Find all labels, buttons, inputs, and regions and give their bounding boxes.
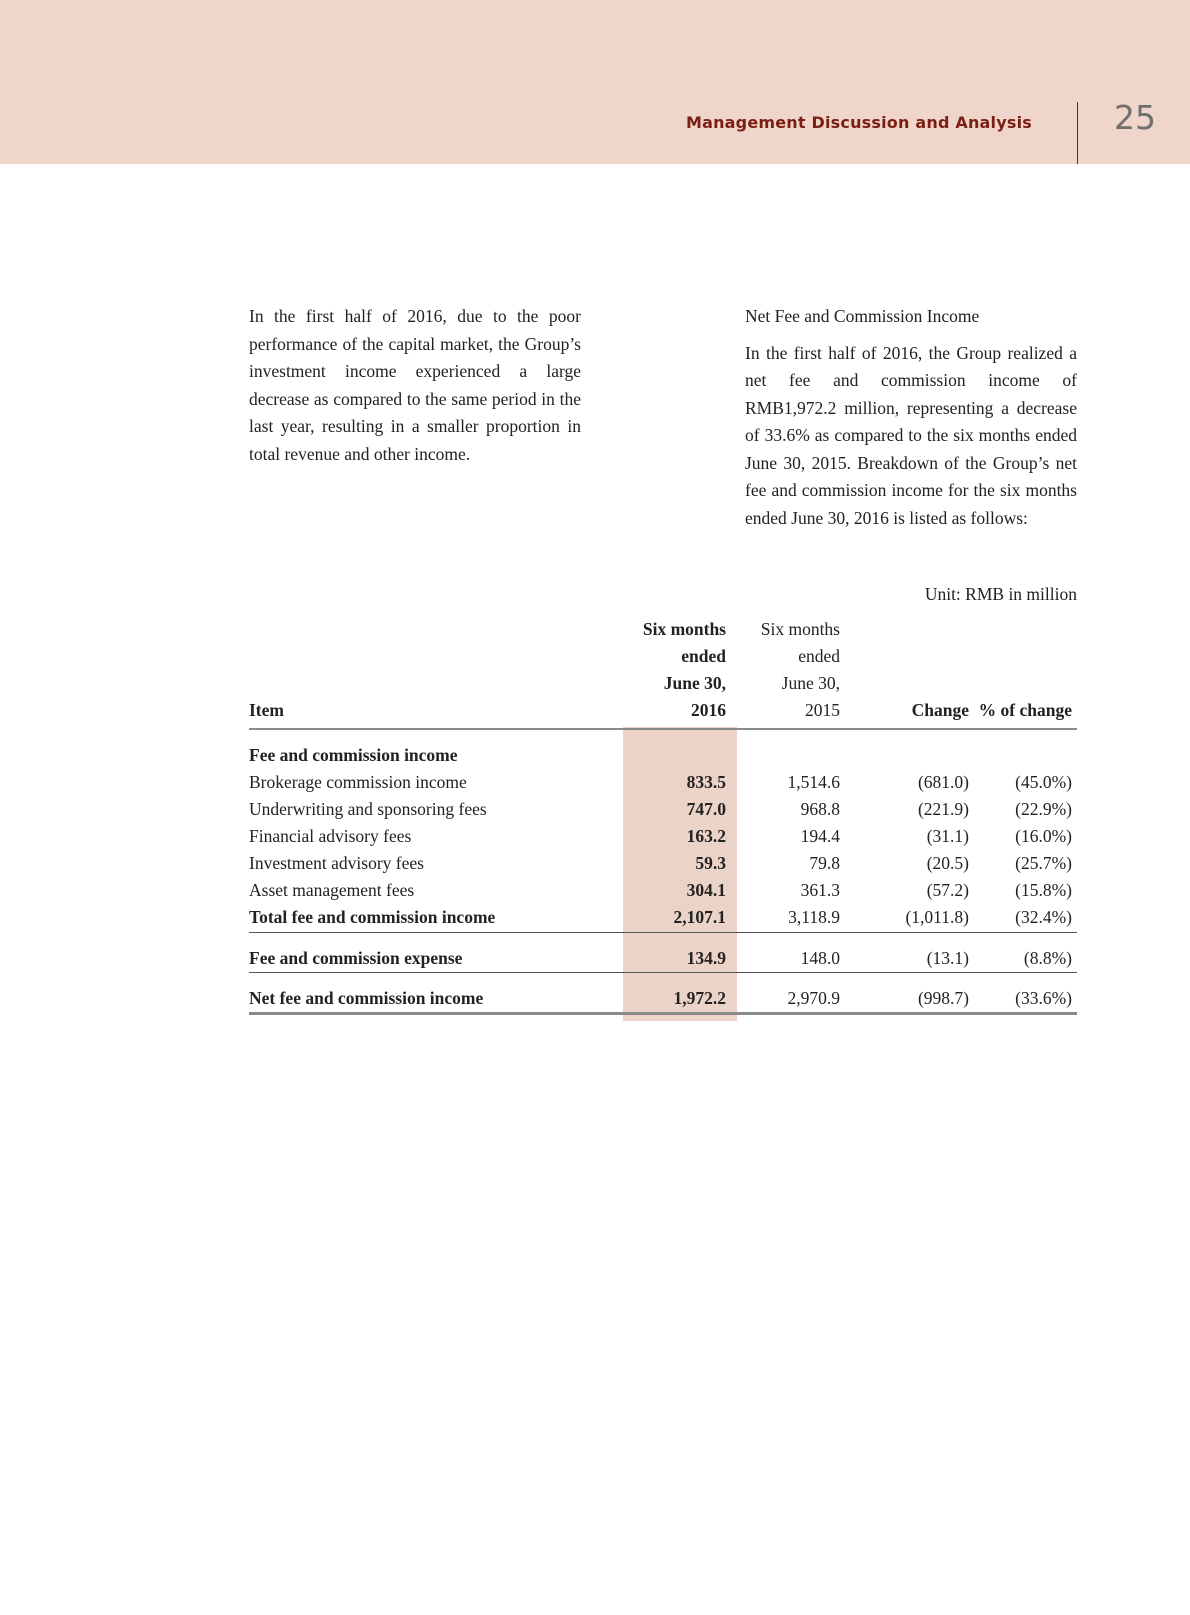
cell-2015: 1,514.6 — [787, 772, 840, 792]
cell-item: Brokerage commission income — [249, 772, 467, 792]
header-2015-line: June 30, — [781, 673, 840, 693]
section-row — [249, 742, 1077, 769]
cell-item: Investment advisory fees — [249, 853, 424, 873]
cell-change: (1,011.8) — [851, 904, 969, 933]
header-2015-line: Six months — [760, 619, 840, 639]
expense-row — [249, 945, 1077, 973]
cell-2015: 3,118.9 — [737, 904, 851, 933]
cell-change: (31.1) — [926, 826, 969, 846]
cell-pct: (33.6%) — [969, 985, 1077, 1014]
cell-2016: 304.1 — [686, 880, 726, 900]
cell-2016: 2,107.1 — [623, 904, 737, 933]
header-change: Change — [851, 616, 969, 729]
cell-change: (20.5) — [926, 853, 969, 873]
cell-change: (681.0) — [917, 772, 969, 792]
section-title: Fee and commission income — [249, 745, 458, 765]
cell-2016: 833.5 — [686, 772, 726, 792]
cell-item: Total fee and commission income — [249, 904, 623, 933]
table-row — [249, 877, 1077, 904]
right-column — [745, 303, 1077, 532]
cell-2015: 148.0 — [737, 945, 851, 973]
cell-item: Net fee and commission income — [249, 985, 623, 1014]
header-item: Item — [249, 616, 623, 729]
spacer-row — [249, 933, 1077, 946]
page-number: 25 — [1114, 98, 1156, 137]
table-row — [249, 796, 1077, 823]
unit-label: Unit: RMB in million — [924, 584, 1077, 604]
net-row — [249, 985, 1077, 1014]
cell-2015: 2,970.9 — [737, 985, 851, 1014]
header-band — [0, 0, 1190, 164]
header-2016-line: Six months — [642, 619, 726, 639]
header-divider — [1077, 102, 1078, 164]
cell-item: Financial advisory fees — [249, 826, 412, 846]
header-2015 — [737, 616, 851, 729]
cell-pct: (16.0%) — [1015, 826, 1072, 846]
cell-pct: (15.8%) — [1015, 880, 1072, 900]
cell-change: (57.2) — [926, 880, 969, 900]
left-paragraph: In the first half of 2016, due to the poor performance of the capital market, the Group’s investment income experienced a large decrease as compared to the same period in the last year, resulting in a smaller proportion in total revenue and other income. — [249, 306, 581, 464]
header-pct: % of change — [969, 616, 1077, 729]
running-title: Management Discussion and Analysis — [685, 113, 1032, 132]
cell-pct: (45.0%) — [1015, 772, 1072, 792]
cell-item: Fee and commission expense — [249, 945, 623, 973]
spacer-row — [249, 729, 1077, 742]
cell-2016: 163.2 — [686, 826, 726, 846]
cell-2015: 361.3 — [800, 880, 840, 900]
header-2015-line: 2015 — [805, 700, 840, 720]
table-row — [249, 850, 1077, 877]
table-row — [249, 823, 1077, 850]
table-header-row — [249, 616, 1077, 729]
cell-pct: (25.7%) — [1015, 853, 1072, 873]
cell-change: (998.7) — [851, 985, 969, 1014]
header-2016-line: ended — [681, 646, 726, 666]
right-paragraph: In the first half of 2016, the Group realized a net fee and commission income of RMB1,972.2 million, representing a decrease of 33.6% as compared to the six months ended June 30, 2015. Breakdown of the Group’s net fee and commission income for the six months ended June 30, 2016 is listed as follows: — [745, 342, 1077, 528]
header-2016 — [623, 616, 737, 729]
spacer-row — [249, 973, 1077, 986]
cell-2016: 1,972.2 — [623, 985, 737, 1014]
cell-2015: 968.8 — [800, 799, 840, 819]
cell-2016: 59.3 — [695, 853, 726, 873]
header-2016-line: 2016 — [691, 700, 726, 720]
table-row — [249, 769, 1077, 796]
cell-2016: 134.9 — [623, 945, 737, 973]
total-row — [249, 904, 1077, 933]
cell-pct: (22.9%) — [1015, 799, 1072, 819]
cell-2015: 194.4 — [800, 826, 840, 846]
cell-item: Underwriting and sponsoring fees — [249, 799, 487, 819]
cell-change: (13.1) — [851, 945, 969, 973]
cell-pct: (8.8%) — [969, 945, 1077, 973]
section-heading: Net Fee and Commission Income — [745, 306, 980, 326]
cell-pct: (32.4%) — [969, 904, 1077, 933]
cell-change: (221.9) — [917, 799, 969, 819]
cell-2016: 747.0 — [686, 799, 726, 819]
fee-commission-table — [249, 616, 1077, 1015]
header-2015-line: ended — [798, 646, 840, 666]
cell-2015: 79.8 — [809, 853, 840, 873]
header-2016-line: June 30, — [663, 673, 726, 693]
cell-item: Asset management fees — [249, 880, 415, 900]
